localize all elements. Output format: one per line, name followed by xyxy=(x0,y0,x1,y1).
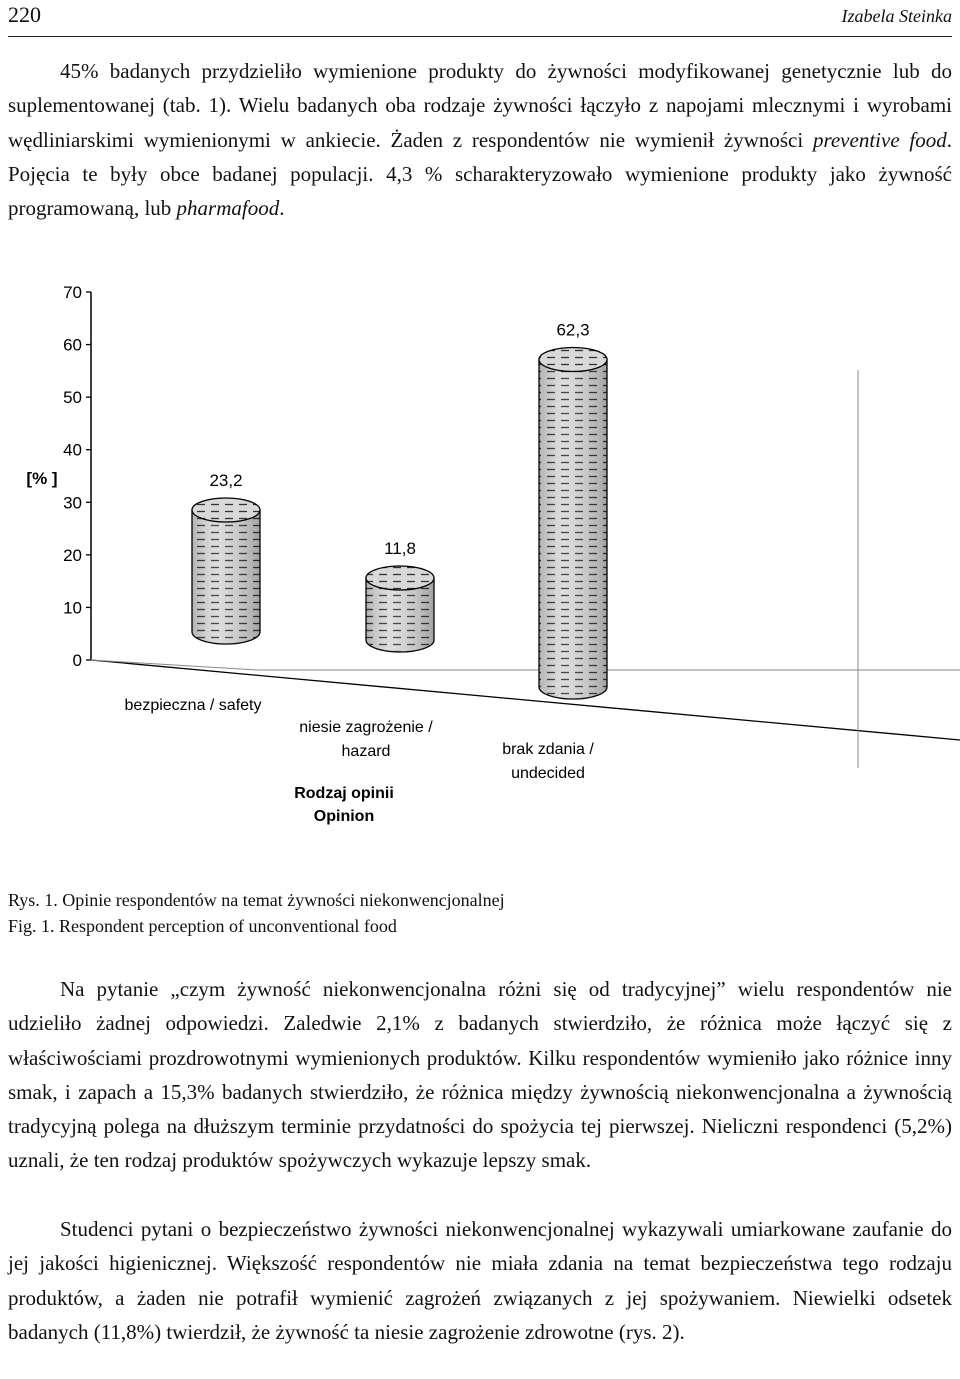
body-paragraph-2-text: Na pytanie „czym żywność niekonwencjonalna różni się od tradycyjnej” wielu respondentów nie udzieliło żadnej odpowiedzi. Zaledwie 2,1% z badanych stwierdziło, że różnica może łączyć się z właściwościami prozdrowotnymi wymienionych produktów. Kilku respondentów wymieniło jako różnice inny smak, i zapach a 15,3% badanych stwierdziło, że różnica między żywnością niekonwencjonalna a żywnością tradycyjną polega na dłuższym terminie przydatności do spożycia tej pierwszej. Nieliczni respondenci (5,2%) uznali, że ten rodzaj produktów spożywczych wykazuje lepszy smak. xyxy=(8,977,952,1173)
bar-shading xyxy=(539,359,607,699)
figure-caption-pl: Rys. 1. Opinie respondentów na temat żywności niekonwencjonalnej xyxy=(8,890,505,910)
bar-value-label: 11,8 xyxy=(384,538,416,558)
y-tick-label: 0 xyxy=(72,651,82,670)
x-axis-title: Rodzaj opinii xyxy=(294,785,394,802)
intro-text-3: . xyxy=(279,196,285,221)
bar-cylinder xyxy=(366,566,434,652)
y-tick-label: 20 xyxy=(63,545,82,565)
floor-back-edge xyxy=(91,660,258,670)
body-paragraph-2 xyxy=(8,972,952,1178)
bar-value-label: 23,2 xyxy=(209,471,243,491)
x-axis-title: Opinion xyxy=(313,808,375,825)
intro-text-2: . Pojęcia te były obce badanej populacji. 4,3 % scharakteryzowało wymienione produkty jako żywność programowaną, lub xyxy=(8,127,952,221)
intro-paragraph xyxy=(8,54,952,225)
category-label: hazard xyxy=(341,743,391,760)
bar-top xyxy=(366,566,434,590)
y-tick-label: 60 xyxy=(63,335,82,355)
bar-top xyxy=(539,347,607,371)
category-label: niesie zagrożenie / xyxy=(299,719,433,736)
body-paragraph-3 xyxy=(8,1212,952,1349)
y-tick-label: 70 xyxy=(63,283,82,302)
bar-value-label: 62,3 xyxy=(556,320,590,340)
running-head-author: Izabela Steinka xyxy=(841,6,952,26)
intro-term-preventive-food: preventive food xyxy=(812,127,947,152)
y-tick-label: 40 xyxy=(63,440,82,460)
category-label: brak zdania / xyxy=(502,741,594,758)
figure-caption-en: Fig. 1. Respondent perception of unconventional food xyxy=(8,916,397,936)
opinion-bar-chart xyxy=(0,270,960,860)
category-label: bezpieczna / safety xyxy=(124,697,262,714)
y-axis-label: [% ] xyxy=(26,469,58,488)
body-paragraph-3-text: Studenci pytani o bezpieczeństwo żywności niekonwencjonalnej wykazywali umiarkowane zaufanie do jej jakości higienicznej. Większość respondentów nie miała zdania na temat bezpieczeństwa tego rodzaju produktów, a żaden nie potrafił wymienić zagrożeń związanych z jej spożywaniem. Niewielki odsetek badanych (11,8%) twierdził, że żywność ta niesie zagrożenie zdrowotne (rys. 2). xyxy=(8,1217,952,1344)
intro-term-pharmafood: pharmafood xyxy=(176,196,280,221)
intro-text-1: 45% badanych przydzieliło wymienione produkty do żywności modyfikowanej genetycznie lub do suplementowanej (tab. 1). Wielu badanych oba rodzaje żywności łączyło z napojami mlecznymi i wyrobami wędliniarskimi wymienionymi w ankiecie. Żaden z respondentów nie wymienił żywności xyxy=(8,59,952,152)
bar-shading xyxy=(192,510,260,644)
bar-cylinder xyxy=(539,347,607,699)
bar-top xyxy=(192,498,260,522)
y-tick-label: 50 xyxy=(63,388,82,408)
page-number: 220 xyxy=(8,2,41,27)
y-tick-label: 10 xyxy=(63,598,82,618)
category-label: undecided xyxy=(511,765,585,782)
y-tick-label: 30 xyxy=(63,493,82,513)
page-header xyxy=(8,0,952,37)
bar-cylinder xyxy=(192,498,260,644)
